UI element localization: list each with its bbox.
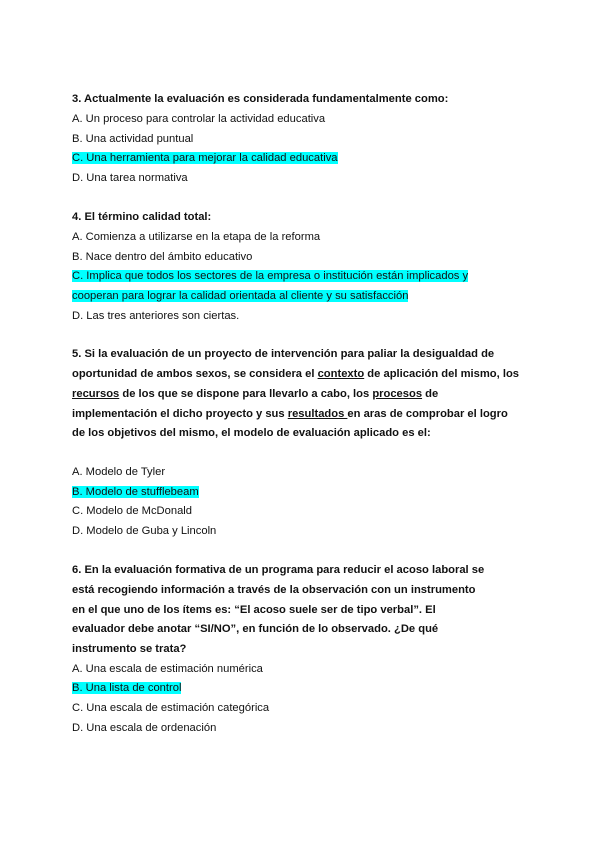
question-4-option-a: A. Comienza a utilizarse en la etapa de la reforma	[72, 231, 321, 243]
question-4-option-d: D. Las tres anteriores son ciertas.	[72, 310, 240, 322]
question-5-stem-line-2	[72, 367, 519, 381]
question-6-stem-line-2: está recogiendo información a través de la observación con un instrumento	[72, 584, 476, 596]
answer-highlight: cooperan para lograr la calidad orientada al cliente y su satisfacción	[72, 290, 409, 302]
underlined-term-contexto: contexto	[317, 368, 365, 380]
answer-highlight: C. Una herramienta para mejorar la calidad educativa	[72, 152, 338, 164]
underlined-term-procesos: procesos	[372, 388, 423, 400]
question-4-option-b: B. Nace dentro del ámbito educativo	[72, 251, 253, 263]
underlined-term-recursos: recursos	[72, 388, 120, 400]
question-3-option-c-answer	[72, 151, 338, 165]
question-6-stem-line-4: evaluador debe anotar “SI/NO”, en función de lo observado. ¿De qué	[72, 623, 439, 635]
underlined-term-resultados: resultados	[287, 408, 348, 420]
stem-text: implementación el dicho proyecto y sus	[72, 408, 288, 420]
question-6-stem-line-1: 6. En la evaluación formativa de un programa para reducir el acoso laboral se	[72, 564, 485, 576]
stem-text: oportunidad de ambos sexos, se considera el	[72, 368, 318, 380]
question-6-option-b-answer	[72, 681, 181, 695]
stem-text: de los que se dispone para llevarlo a cabo, los	[119, 388, 373, 400]
answer-highlight: B. Modelo de stufflebeam	[72, 486, 199, 498]
question-3-option-d: D. Una tarea normativa	[72, 172, 188, 184]
question-5-option-b-answer	[72, 485, 199, 499]
question-6-option-c: C. Una escala de estimación categórica	[72, 702, 270, 714]
stem-text: de	[422, 388, 439, 400]
question-4-option-c-answer	[72, 269, 468, 283]
question-3-option-a: A. Un proceso para controlar la actividad educativa	[72, 113, 326, 125]
question-5-option-c: C. Modelo de McDonald	[72, 505, 193, 517]
question-4-stem: 4. El término calidad total:	[72, 211, 212, 223]
question-6-stem-line-5: instrumento se trata?	[72, 643, 187, 655]
question-6-option-d: D. Una escala de ordenación	[72, 722, 217, 734]
answer-highlight: C. Implica que todos los sectores de la empresa o institución están implicados y	[72, 270, 469, 282]
question-5-stem-line-1: 5. Si la evaluación de un proyecto de intervención para paliar la desigualdad de	[72, 348, 495, 360]
stem-text: de aplicación del mismo, los	[364, 368, 520, 380]
question-5-stem-line-5: de los objetivos del mismo, el modelo de evaluación aplicado es el:	[72, 427, 431, 439]
stem-text: en aras de comprobar el logro	[347, 408, 508, 420]
question-4-option-c-answer-continued	[72, 289, 408, 303]
question-6-option-a: A. Una escala de estimación numérica	[72, 663, 263, 675]
question-5-stem-line-4	[72, 407, 508, 421]
question-5-option-a: A. Modelo de Tyler	[72, 466, 166, 478]
question-3-stem: 3. Actualmente la evaluación es considerada fundamentalmente como:	[72, 93, 449, 105]
question-5-option-d: D. Modelo de Guba y Lincoln	[72, 525, 217, 537]
answer-highlight: B. Una lista de control	[72, 682, 182, 694]
question-5-stem-line-3	[72, 387, 438, 401]
question-3-option-b: B. Una actividad puntual	[72, 133, 194, 145]
question-6-stem-line-3: en el que uno de los ítems es: “El acoso suele ser de tipo verbal”. El	[72, 604, 436, 616]
